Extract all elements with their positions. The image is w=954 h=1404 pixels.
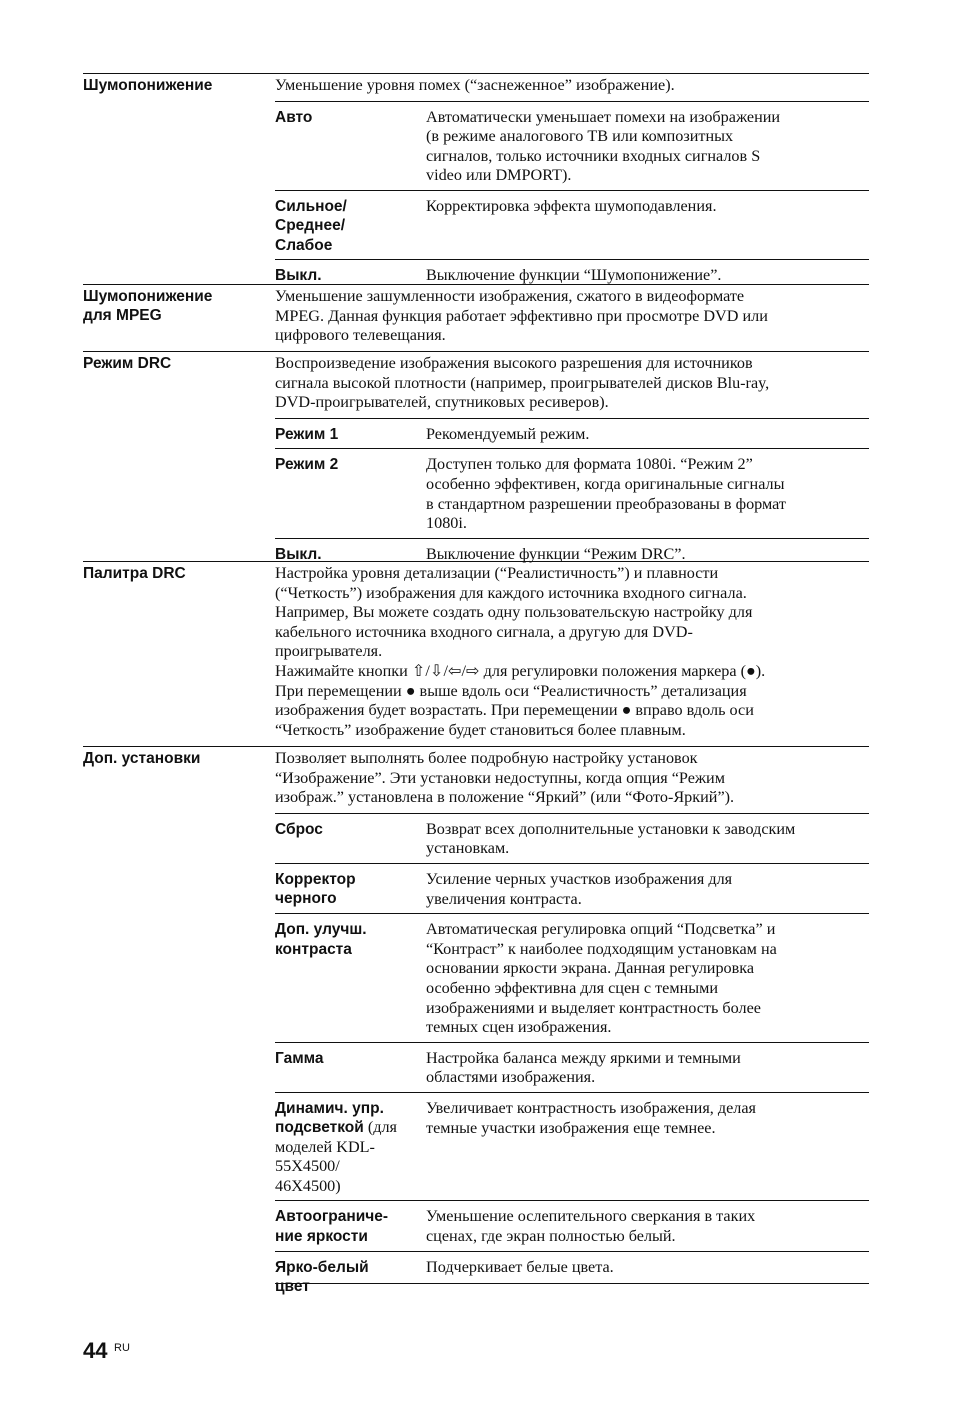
section-title: Палитра DRC (83, 565, 186, 582)
section-description: Воспроизведение изображения высокого разрешения для источников сигнала высокой плотности (например, проигрывателей дисков Blu-ray, DVD-проигрывателей, спутниковых ресиверов). (275, 354, 770, 412)
section-advanced-settings (83, 746, 869, 1301)
option-label: Корректор черного (275, 870, 356, 908)
section-description: Уменьшение зашумленности изображения, сжатого в видеоформате MPEG. Данная функция работает эффективно при просмотре DVD или цифрового телевещания. (275, 287, 768, 345)
option-row (275, 418, 869, 449)
option-label: Доп. улучш. контраста (275, 921, 367, 958)
option-description: Выключение функции “Шумопонижение”. (426, 266, 722, 285)
option-label: Выкл. (275, 267, 322, 285)
option-row (275, 190, 869, 260)
option-row (275, 913, 869, 1042)
option-label: Выкл. (275, 545, 322, 563)
option-label: Гамма (275, 1049, 324, 1067)
section-title: Доп. установки (83, 750, 201, 767)
option-description: Увеличивает контрастность изображения, делая темные участки изображения еще темнее. (426, 1098, 757, 1137)
option-label: Динамич. упр. подсветкой (275, 1099, 384, 1137)
option-description: Выключение функции “Режим DRC”. (426, 544, 686, 563)
section-description: Настройка уровня детализации (“Реалистичность”) и плавности (“Четкость”) изображения для каждого источника входного сигнала. Например, Вы можете создать одну пользовательскую настройку для кабельного источника входного сигнала, а другую для DVD- проигрывателя. Нажимайте кнопки ⇧/⇩/⇦/⇨ для регулировки положения маркера (●). При перемещении ● выше вдоль оси “Реалистичность” детализация изображения будет возрастать. При перемещении ● вправо вдоль оси “Четкость” изображение будет становиться более плавным. (275, 564, 766, 739)
option-description: Уменьшение ослепительного сверкания в таких сценах, где экран полностью белый. (426, 1207, 756, 1245)
option-label: Сброс (275, 820, 323, 838)
section-description: Позволяет выполнять более подробную настройку установок “Изображение”. Эти установки недоступны, когда опция “Режим изображ.” установлена в положение “Яркий” (или “Фото-Яркий”). (275, 749, 735, 807)
option-row (275, 1251, 869, 1301)
section-description: Уменьшение уровня помех (“заснеженное” изображение). (275, 76, 675, 94)
option-row (275, 1092, 869, 1201)
option-row (275, 1042, 869, 1092)
option-label: Режим 2 (275, 456, 339, 474)
page-language: RU (114, 1342, 130, 1354)
bottom-divider (275, 1283, 869, 1284)
option-description: Подчеркивает белые цвета. (426, 1257, 614, 1276)
option-label-note: (для моделей KDL- 55X4500/ 46X4500) (275, 1118, 397, 1195)
section-noise-reduction (83, 73, 869, 290)
page-number: 44 (83, 1338, 108, 1363)
option-description: Возврат всех дополнительные установки к заводским установкам. (426, 819, 796, 858)
option-label: Сильное/ Среднее/ Слабое (275, 197, 347, 254)
option-description: Автоматическая регулировка опций “Подсветка” и “Контраст” к наиболее подходящим установкам на основании яркости экрана. Данная регулировка особенно эффективна для сцен с темными изображениями и выделяет контрастность более темных сцен изображения. (426, 920, 777, 1037)
option-label: Автоограниче- ние яркости (275, 1208, 389, 1245)
section-title: Шумопонижение (83, 77, 213, 94)
option-description: Рекомендуемый режим. (426, 424, 590, 443)
section-mpeg-noise-reduction (83, 284, 869, 346)
option-label-group (275, 1099, 426, 1197)
section-title: Режим DRC (83, 355, 172, 372)
section-drc-mode (83, 351, 869, 568)
option-label: Авто (275, 108, 313, 126)
option-description: Корректировка эффекта шумоподавления. (426, 196, 717, 215)
option-description: Настройка баланса между яркими и темными областями изображения. (426, 1048, 741, 1087)
option-row (275, 448, 869, 537)
option-row (275, 1200, 869, 1250)
section-drc-palette (83, 561, 869, 740)
section-title: Шумопонижение для MPEG (83, 288, 213, 324)
option-row (275, 863, 869, 913)
option-label: Ярко-белый цвет (275, 1258, 369, 1296)
option-description: Усиление черных участков изображения для увеличения контраста. (426, 869, 733, 908)
option-row (275, 101, 869, 190)
option-description: Доступен только для формата 1080i. “Режим 2” особенно эффективен, когда оригинальные сигналы в стандартном разрешении преобразованы в формат 1080i. (426, 455, 786, 533)
option-label: Режим 1 (275, 425, 339, 443)
option-description: Автоматически уменьшает помехи на изображении (в режиме аналогового ТВ или композитных сигналов, только источники входных сигналов S video или DMPORT). (426, 107, 781, 185)
option-row (275, 813, 869, 863)
